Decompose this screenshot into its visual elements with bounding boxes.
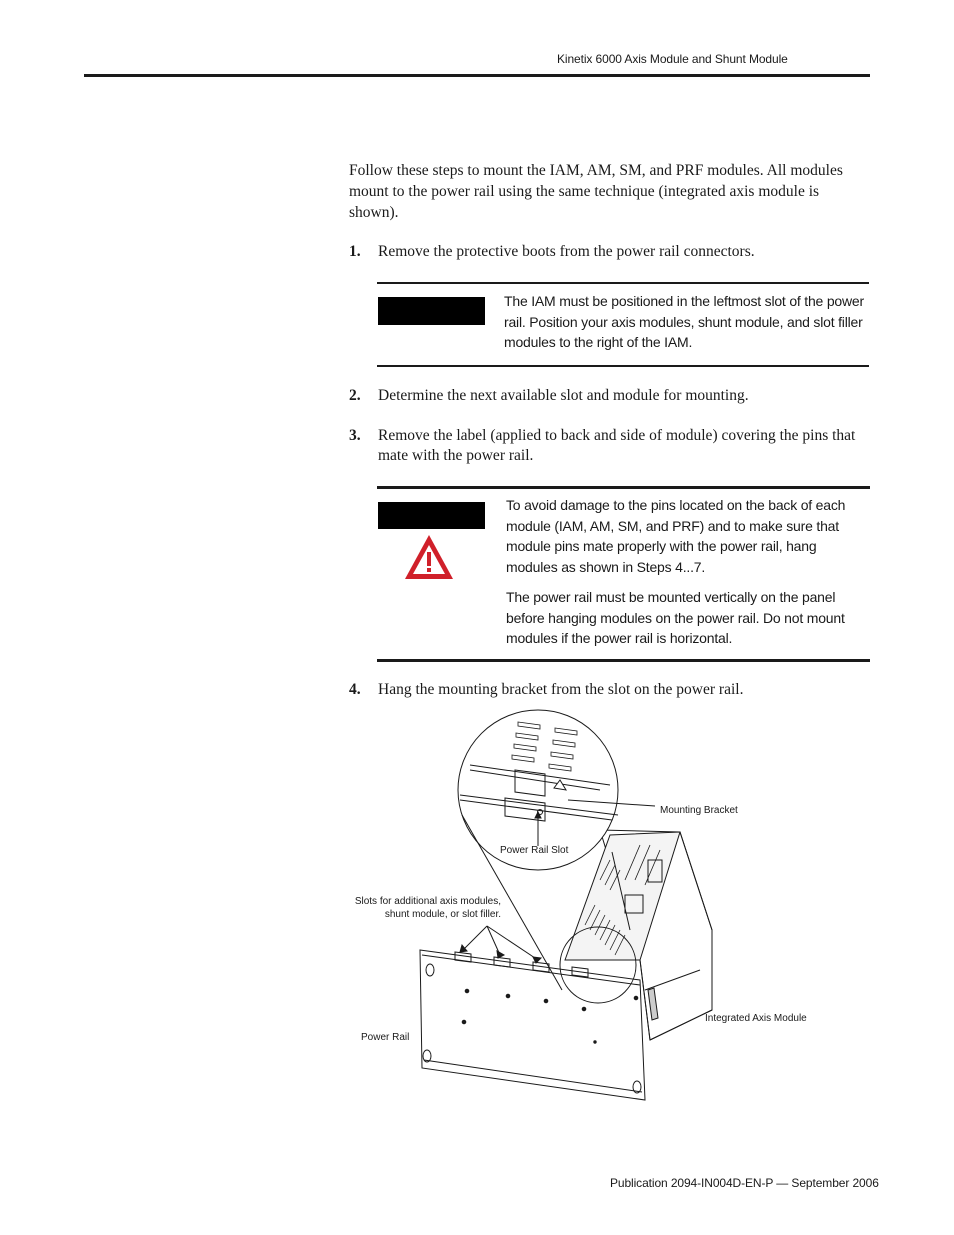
attention-paragraph-2: The power rail must be mounted vertically on the panel before hanging modules on the power rail. Do not mount modules if the power rail is horizontal. [506, 589, 845, 646]
label-power-rail: Power Rail [361, 1032, 410, 1043]
attention-text [506, 495, 866, 649]
mounting-figure [340, 705, 820, 1105]
label-slots-line-2: shunt module, or slot filler. [384, 909, 501, 920]
attention-label-block [378, 502, 485, 529]
attention-paragraph-1: To avoid damage to the pins located on the back of each module (IAM, AM, SM, and PRF) and to make sure that module pins mate properly with the power rail, hang modules as shown in Steps 4...7. [506, 497, 846, 575]
step-text: Remove the label (applied to back and side of module) covering the pins that mate with the power rail. [378, 427, 856, 464]
box-bottom-rule [377, 365, 869, 367]
running-header: Kinetix 6000 Axis Module and Shunt Module [557, 52, 788, 66]
intro-paragraph: Follow these steps to mount the IAM, AM, SM, and PRF modules. All modules mount to the power rail using the same technique (integrated axis module is shown). [349, 162, 843, 221]
publication-footer: Publication 2094-IN004D-EN-P — September 2006 [610, 1176, 879, 1190]
label-mounting-bracket: Mounting Bracket [660, 805, 738, 816]
step-4 [349, 680, 869, 700]
step-text: Hang the mounting bracket from the slot on the power rail. [378, 681, 744, 698]
power-rail-drawing [420, 950, 645, 1100]
label-slots-line-1: Slots for additional axis modules, [354, 896, 501, 907]
warning-triangle-icon [403, 533, 455, 581]
step-2 [349, 386, 869, 406]
step-1 [349, 242, 869, 262]
step-text: Determine the next available slot and module for mounting. [378, 387, 749, 404]
header-rule [84, 74, 870, 77]
important-label-block [378, 297, 485, 325]
step-3 [349, 426, 869, 466]
box-bottom-rule [377, 659, 870, 662]
label-power-rail-slot: Power Rail Slot [500, 845, 569, 856]
label-integrated-axis-module: Integrated Axis Module [705, 1013, 807, 1024]
step-number: 2. [349, 387, 361, 404]
step-number: 4. [349, 681, 361, 698]
important-paragraph: The IAM must be positioned in the leftmost slot of the power rail. Position your axis modules, shunt module, and slot filler modules to the right of the IAM. [504, 293, 864, 350]
box-top-rule [377, 282, 869, 284]
box-top-rule [377, 486, 870, 489]
step-number: 1. [349, 243, 361, 260]
step-text: Remove the protective boots from the power rail connectors. [378, 243, 755, 260]
step-number: 3. [349, 427, 361, 444]
important-text [504, 291, 866, 353]
